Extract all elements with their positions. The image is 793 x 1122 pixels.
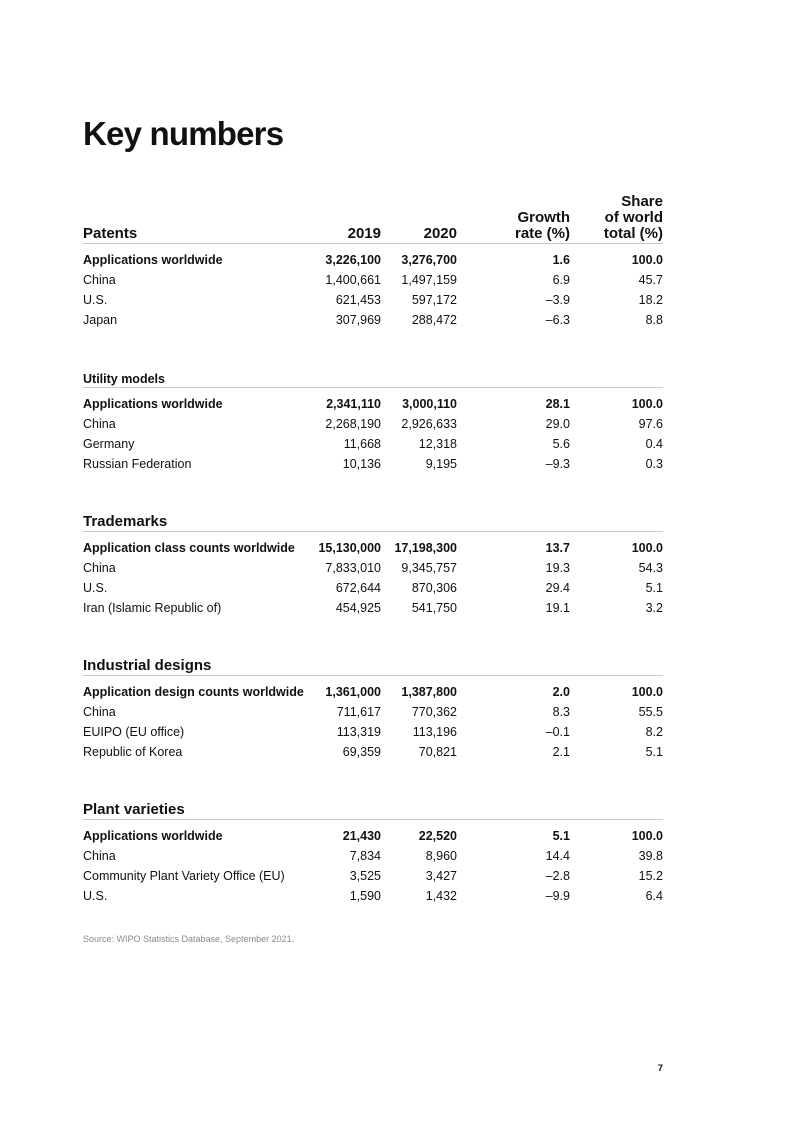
- row-label: Community Plant Variety Office (EU): [83, 869, 285, 883]
- value-2020: 770,362: [411, 705, 457, 719]
- row-label: Application class counts worldwide: [83, 541, 295, 555]
- world-share: 54.3: [638, 561, 663, 575]
- section-header: [83, 509, 663, 532]
- growth-rate: –9.9: [545, 889, 570, 903]
- growth-rate: –3.9: [545, 293, 570, 307]
- row-label: Russian Federation: [83, 457, 192, 471]
- table-row: [83, 290, 663, 310]
- growth-rate: 19.3: [545, 561, 570, 575]
- table-row: [83, 682, 663, 702]
- row-label: U.S.: [83, 889, 108, 903]
- growth-rate: –6.3: [545, 313, 570, 327]
- world-share: 8.2: [645, 725, 663, 739]
- section-title: Plant varieties: [83, 801, 185, 818]
- section-header: [83, 653, 663, 676]
- value-2020: 1,432: [425, 889, 457, 903]
- page-number: 7: [657, 1063, 663, 1074]
- column-header-2020: 2020: [423, 225, 457, 242]
- section-header: [83, 190, 663, 244]
- value-2019: 3,525: [349, 869, 381, 883]
- value-2020: 70,821: [418, 745, 457, 759]
- value-2020: 288,472: [411, 313, 457, 327]
- value-2019: 7,834: [349, 849, 381, 863]
- value-2020: 1,497,159: [401, 273, 457, 287]
- section-title: Patents: [83, 225, 138, 242]
- world-share: 0.3: [645, 457, 663, 471]
- value-2019: 1,400,661: [325, 273, 381, 287]
- row-label: Applications worldwide: [83, 829, 223, 843]
- row-label: U.S.: [83, 581, 108, 595]
- growth-rate: 1.6: [552, 253, 570, 267]
- row-label: Applications worldwide: [83, 397, 223, 411]
- growth-rate: –9.3: [545, 457, 570, 471]
- value-2020: 113,196: [412, 725, 457, 739]
- value-2019: 69,359: [342, 745, 381, 759]
- row-label: China: [83, 417, 116, 431]
- world-share: 8.8: [645, 313, 663, 327]
- row-label: EUIPO (EU office): [83, 725, 185, 739]
- growth-rate: 29.0: [545, 417, 570, 431]
- growth-rate: 5.6: [552, 437, 570, 451]
- row-label: China: [83, 705, 116, 719]
- world-share: 45.7: [638, 273, 663, 287]
- world-share: 100.0: [631, 829, 663, 843]
- growth-rate: 14.4: [545, 849, 570, 863]
- world-share: 5.1: [645, 581, 663, 595]
- table-row: [83, 866, 663, 886]
- table-row: [83, 538, 663, 558]
- table-row: [83, 578, 663, 598]
- value-2019: 2,341,110: [326, 397, 381, 411]
- growth-rate: –2.8: [545, 869, 570, 883]
- value-2020: 9,195: [425, 457, 457, 471]
- column-header-growth-rate: Growth rate (%): [514, 209, 570, 242]
- world-share: 55.5: [638, 705, 663, 719]
- table-row: [83, 270, 663, 290]
- section-title: Utility models: [83, 372, 165, 386]
- row-label: China: [83, 849, 116, 863]
- value-2020: 597,172: [411, 293, 457, 307]
- value-2020: 12,318: [418, 437, 457, 451]
- world-share: 0.4: [645, 437, 663, 451]
- industrial-designs-section: [83, 653, 663, 762]
- table-row: [83, 414, 663, 434]
- patents-section: [83, 190, 663, 330]
- value-2020: 17,198,300: [394, 541, 457, 555]
- table-row: [83, 310, 663, 330]
- table-row: [83, 846, 663, 866]
- world-share: 100.0: [631, 685, 663, 699]
- world-share: 100.0: [631, 253, 663, 267]
- row-label: Application design counts worldwide: [83, 685, 304, 699]
- section-title: Industrial designs: [83, 657, 212, 674]
- growth-rate: 8.3: [552, 705, 570, 719]
- utility-models-section: [83, 367, 663, 474]
- value-2020: 3,276,700: [401, 253, 457, 267]
- table-row: [83, 434, 663, 454]
- section-title: Trademarks: [83, 513, 168, 530]
- growth-rate: 19.1: [545, 601, 570, 615]
- growth-rate: 29.4: [545, 581, 570, 595]
- value-2019: 10,136: [342, 457, 381, 471]
- table-row: [83, 886, 663, 906]
- growth-rate: 6.9: [552, 273, 570, 287]
- page-title: Key numbers: [83, 115, 284, 152]
- value-2020: 3,427: [425, 869, 457, 883]
- row-label: Republic of Korea: [83, 745, 183, 759]
- value-2019: 1,590: [349, 889, 381, 903]
- table-row: [83, 826, 663, 846]
- value-2019: 3,226,100: [325, 253, 381, 267]
- value-2019: 1,361,000: [325, 685, 381, 699]
- table-row: [83, 598, 663, 618]
- value-2020: 9,345,757: [401, 561, 457, 575]
- world-share: 5.1: [645, 745, 663, 759]
- value-2019: 307,969: [335, 313, 381, 327]
- trademarks-section: [83, 509, 663, 618]
- value-2019: 7,833,010: [325, 561, 381, 575]
- value-2019: 11,668: [343, 437, 381, 451]
- value-2020: 870,306: [411, 581, 457, 595]
- section-header: [83, 367, 663, 388]
- value-2019: 2,268,190: [325, 417, 381, 431]
- world-share: 100.0: [631, 397, 663, 411]
- value-2019: 21,430: [342, 829, 381, 843]
- world-share: 15.2: [638, 869, 663, 883]
- world-share: 97.6: [638, 417, 663, 431]
- table-row: [83, 722, 663, 742]
- value-2019: 15,130,000: [318, 541, 381, 555]
- table-row: [83, 702, 663, 722]
- table-row: [83, 454, 663, 474]
- value-2020: 22,520: [418, 829, 457, 843]
- growth-rate: 2.1: [552, 745, 570, 759]
- world-share: 18.2: [638, 293, 663, 307]
- row-label: Germany: [83, 437, 135, 451]
- world-share: 39.8: [638, 849, 663, 863]
- growth-rate: 2.0: [552, 685, 570, 699]
- value-2020: 3,000,110: [402, 397, 457, 411]
- growth-rate: 28.1: [545, 397, 570, 411]
- row-label: Applications worldwide: [83, 253, 223, 267]
- column-header-world-share: Share of world total (%): [603, 193, 663, 242]
- table-row: [83, 558, 663, 578]
- growth-rate: 5.1: [552, 829, 570, 843]
- value-2020: 8,960: [425, 849, 457, 863]
- section-header: [83, 797, 663, 820]
- world-share: 6.4: [645, 889, 663, 903]
- table-row: [83, 250, 663, 270]
- row-label: China: [83, 561, 116, 575]
- table-row: [83, 394, 663, 414]
- plant-varieties-section: [83, 797, 663, 906]
- row-label: China: [83, 273, 116, 287]
- row-label: Japan: [83, 313, 118, 327]
- growth-rate: 13.7: [545, 541, 570, 555]
- world-share: 100.0: [631, 541, 663, 555]
- row-label: U.S.: [83, 293, 108, 307]
- row-label: Iran (Islamic Republic of): [83, 601, 222, 615]
- value-2019: 113,319: [336, 725, 381, 739]
- value-2020: 1,387,800: [401, 685, 457, 699]
- world-share: 3.2: [645, 601, 663, 615]
- value-2020: 541,750: [411, 601, 457, 615]
- column-header-2019: 2019: [347, 225, 381, 242]
- value-2019: 711,617: [336, 705, 381, 719]
- value-2020: 2,926,633: [401, 417, 457, 431]
- source-note: Source: WIPO Statistics Database, September 2021.: [83, 934, 295, 944]
- value-2019: 672,644: [335, 581, 381, 595]
- growth-rate: –0.1: [545, 725, 570, 739]
- table-row: [83, 742, 663, 762]
- value-2019: 454,925: [335, 601, 381, 615]
- value-2019: 621,453: [335, 293, 381, 307]
